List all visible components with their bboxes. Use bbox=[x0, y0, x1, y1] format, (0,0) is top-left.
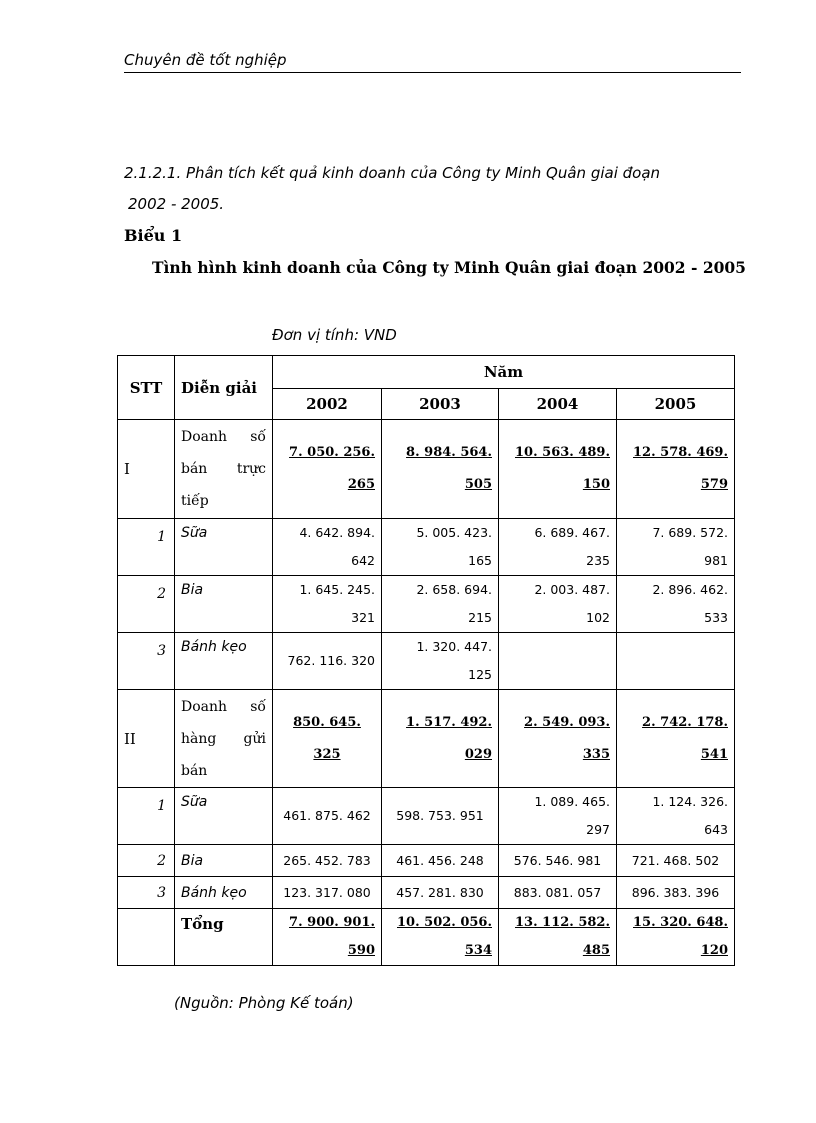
row-stt: 3 bbox=[118, 877, 175, 909]
value-line: 534 bbox=[464, 943, 492, 958]
row-desc-line: Doanh số bbox=[181, 429, 266, 445]
row-value bbox=[499, 576, 617, 633]
row-value bbox=[273, 420, 382, 519]
value-line: 5. 005. 423. bbox=[416, 525, 492, 540]
row-value: 762. 116. 320 bbox=[273, 633, 382, 690]
header-stt: STT bbox=[118, 356, 175, 420]
value-line: 579 bbox=[700, 477, 728, 492]
value-line: 485 bbox=[582, 943, 610, 958]
value-line: 590 bbox=[347, 943, 375, 958]
table-row-total bbox=[118, 909, 735, 966]
header-year: 2005 bbox=[617, 389, 735, 420]
row-value: 461. 875. 462 bbox=[273, 788, 382, 845]
row-value bbox=[499, 420, 617, 519]
value-line: 10. 563. 489. bbox=[515, 445, 610, 460]
row-value bbox=[273, 909, 382, 966]
row-value: 461. 456. 248 bbox=[382, 845, 499, 877]
section-heading-line1: 2.1.2.1. Phân tích kết quả kinh doanh của Công ty Minh Quân giai đoạn bbox=[124, 164, 661, 182]
row-value: 883. 081. 057 bbox=[499, 877, 617, 909]
value-line: 7. 050. 256. bbox=[289, 445, 375, 460]
page-header bbox=[124, 50, 741, 73]
row-desc-line: tiếp bbox=[181, 493, 209, 509]
row-value bbox=[499, 690, 617, 788]
row-value bbox=[617, 690, 735, 788]
header-year: 2002 bbox=[273, 389, 382, 420]
value-line: 7. 900. 901. bbox=[289, 915, 375, 930]
value-line: 335 bbox=[582, 746, 610, 762]
row-value: 576. 546. 981 bbox=[499, 845, 617, 877]
value-line: 1. 645. 245. bbox=[299, 582, 375, 597]
row-desc: Bánh kẹo bbox=[175, 877, 273, 909]
table-row bbox=[118, 788, 735, 845]
row-desc bbox=[175, 690, 273, 788]
row-desc-line: bán trực bbox=[181, 461, 266, 477]
row-desc: Bánh kẹo bbox=[175, 633, 273, 690]
value-line: 642 bbox=[351, 553, 375, 568]
value-line: 2. 658. 694. bbox=[416, 582, 492, 597]
row-value bbox=[382, 909, 499, 966]
row-desc bbox=[175, 420, 273, 519]
row-value bbox=[617, 788, 735, 845]
row-value bbox=[382, 633, 499, 690]
row-value bbox=[617, 519, 735, 576]
row-value bbox=[499, 633, 617, 690]
header-year: 2004 bbox=[499, 389, 617, 420]
row-value bbox=[273, 576, 382, 633]
value-line: 1. 320. 447. bbox=[416, 639, 492, 654]
row-stt: I bbox=[118, 420, 175, 519]
value-line: 165 bbox=[468, 553, 492, 568]
value-line: 1. 089. 465. bbox=[534, 794, 610, 809]
row-value bbox=[382, 576, 499, 633]
revenue-table bbox=[117, 355, 735, 966]
value-line: 215 bbox=[468, 610, 492, 625]
value-line: 297 bbox=[586, 822, 610, 837]
value-line: 7. 689. 572. bbox=[652, 525, 728, 540]
row-stt: 1 bbox=[118, 788, 175, 845]
row-value bbox=[499, 788, 617, 845]
row-stt: II bbox=[118, 690, 175, 788]
header-year: 2003 bbox=[382, 389, 499, 420]
row-desc-line: Doanh số bbox=[181, 698, 266, 715]
table-row bbox=[118, 845, 735, 877]
row-value bbox=[617, 576, 735, 633]
header-title: Chuyên đề tốt nghiệp bbox=[124, 51, 287, 69]
row-value: 265. 452. 783 bbox=[273, 845, 382, 877]
value-line: 4. 642. 894. bbox=[299, 525, 375, 540]
value-line: 265 bbox=[347, 477, 375, 492]
row-desc: Tổng bbox=[175, 909, 273, 966]
row-value bbox=[273, 519, 382, 576]
row-desc-line: bán bbox=[181, 762, 208, 779]
value-line: 2. 003. 487. bbox=[534, 582, 610, 597]
row-value bbox=[499, 909, 617, 966]
table-row bbox=[118, 633, 735, 690]
value-line: 321 bbox=[351, 610, 375, 625]
table-row bbox=[118, 877, 735, 909]
row-desc-line: hàng gửi bbox=[181, 730, 266, 747]
row-stt: 2 bbox=[118, 845, 175, 877]
row-value bbox=[499, 519, 617, 576]
row-desc: Bia bbox=[175, 845, 273, 877]
section-heading-line2: 2002 - 2005. bbox=[128, 195, 225, 213]
unit-label: Đơn vị tính: VND bbox=[272, 326, 397, 344]
value-line: 12. 578. 469. bbox=[633, 445, 728, 460]
row-stt: 3 bbox=[118, 633, 175, 690]
value-line: 235 bbox=[586, 553, 610, 568]
value-line: 150 bbox=[582, 477, 610, 492]
value-line: 029 bbox=[464, 746, 492, 762]
value-line: 10. 502. 056. bbox=[397, 915, 492, 930]
value-line: 981 bbox=[704, 553, 728, 568]
source-note: (Nguồn: Phòng Kế toán) bbox=[174, 994, 354, 1012]
value-line: 13. 112. 582. bbox=[515, 915, 610, 930]
row-desc: Sữa bbox=[175, 519, 273, 576]
row-desc: Bia bbox=[175, 576, 273, 633]
header-year-group: Năm bbox=[273, 356, 735, 389]
section-heading bbox=[124, 158, 704, 220]
row-value: 721. 468. 502 bbox=[617, 845, 735, 877]
row-value: 896. 383. 396 bbox=[617, 877, 735, 909]
row-stt: 1 bbox=[118, 519, 175, 576]
row-value: 457. 281. 830 bbox=[382, 877, 499, 909]
value-line: 15. 320. 648. bbox=[633, 915, 728, 930]
row-value: 598. 753. 951 bbox=[382, 788, 499, 845]
value-line: 643 bbox=[704, 822, 728, 837]
table-row bbox=[118, 576, 735, 633]
row-desc: Sữa bbox=[175, 788, 273, 845]
row-value bbox=[382, 519, 499, 576]
row-value bbox=[617, 633, 735, 690]
value-line: 533 bbox=[704, 610, 728, 625]
value-line: 2. 549. 093. bbox=[524, 714, 610, 730]
table-row bbox=[118, 420, 735, 519]
table-row bbox=[118, 519, 735, 576]
row-value bbox=[617, 420, 735, 519]
value-line: 1. 517. 492. bbox=[406, 714, 492, 730]
table-label: Biểu 1 bbox=[124, 226, 183, 245]
value-line: 2. 896. 462. bbox=[652, 582, 728, 597]
value-line: 1. 124. 326. bbox=[652, 794, 728, 809]
row-value bbox=[382, 690, 499, 788]
value-line: 541 bbox=[700, 746, 728, 762]
value-line: 102 bbox=[586, 610, 610, 625]
table-caption: Tình hình kinh doanh của Công ty Minh Quân giai đoạn 2002 - 2005 bbox=[152, 258, 746, 277]
row-value: 123. 317. 080 bbox=[273, 877, 382, 909]
value-line: 125 bbox=[468, 667, 492, 682]
header-desc: Diễn giải bbox=[175, 356, 273, 420]
row-stt: 2 bbox=[118, 576, 175, 633]
value-line: 2. 742. 178. bbox=[642, 714, 728, 730]
value-line: 6. 689. 467. bbox=[534, 525, 610, 540]
row-value: 850. 645. 325 bbox=[273, 690, 382, 788]
value-line: 120 bbox=[700, 943, 728, 958]
row-value bbox=[382, 420, 499, 519]
table-row bbox=[118, 690, 735, 788]
value-line: 505 bbox=[464, 477, 492, 492]
row-stt bbox=[118, 909, 175, 966]
row-value bbox=[617, 909, 735, 966]
value-line: 8. 984. 564. bbox=[406, 445, 492, 460]
